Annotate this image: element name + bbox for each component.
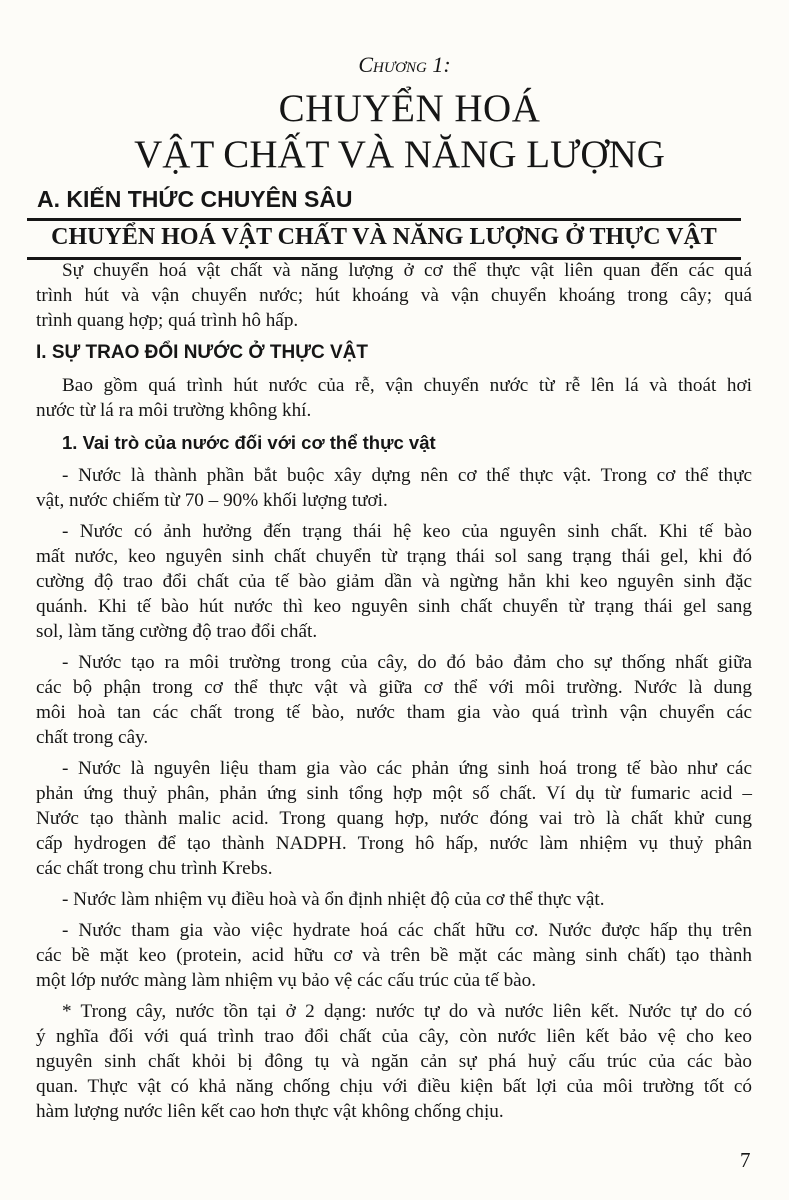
paragraph — [36, 463, 752, 513]
paragraph — [36, 999, 752, 1124]
section-heading: A. KIẾN THỨC CHUYÊN SÂU — [37, 186, 353, 212]
text-line: một lớp nước màng làm nhiệm vụ bảo vệ các cấu trúc của tế bào. — [36, 970, 537, 991]
text-line: sol, làm tăng cường độ trao đổi chất. — [36, 621, 318, 642]
text-line: cấp hydrogen để tạo thành NADPH. Trong hô hấp, nước làm nhiệm vụ thuỷ phân — [36, 833, 752, 854]
text-line: - Nước tạo ra môi trường trong của cây, do đó bảo đảm cho sự thống nhất giữa — [62, 652, 752, 673]
text-line: - Nước là nguyên liệu tham gia vào các phản ứng sinh hoá trong tế bào như các — [62, 758, 752, 779]
text-line: môi hoà tan các chất trong tế bào, nước tham gia vào quá trình vận chuyển các — [36, 702, 752, 723]
text-line: ý nghĩa đối với quá trình trao đổi chất của cây, còn nước liên kết bảo vệ cho keo — [36, 1026, 752, 1047]
text-line: - Nước tham gia vào việc hydrate hoá các chất hữu cơ. Nước được hấp thụ trên — [62, 920, 752, 941]
text-line: - Nước làm nhiệm vụ điều hoà và ổn định nhiệt độ của cơ thể thực vật. — [62, 889, 605, 910]
text-line: trình quang hợp; quá trình hô hấp. — [36, 310, 299, 331]
paragraph — [36, 887, 752, 912]
text-line: phản ứng thuỷ phân, phản ứng sinh tổng hợp một số chất. Ví dụ từ fumaric acid – — [36, 783, 752, 804]
text-line: - Nước có ảnh hưởng đến trạng thái hệ keo của nguyên sinh chất. Khi tế bào — [62, 521, 752, 542]
text-line: các bộ phận trong cơ thể thực vật và giữa cơ thể với môi trường. Nước là dung — [36, 677, 752, 698]
text-line: hàm lượng nước liên kết cao hơn thực vật không chống chịu. — [36, 1101, 504, 1122]
text-line: Sự chuyển hoá vật chất và năng lượng ở cơ thể thực vật liên quan đến các quá — [62, 260, 752, 281]
text-line: quan. Thực vật có khả năng chống chịu với điều kiện bất lợi của môi trường tốt có — [36, 1076, 752, 1097]
sub-subsection-heading: 1. Vai trò của nước đối với cơ thể thực vật — [62, 432, 436, 453]
paragraph — [36, 650, 752, 750]
chapter-title-line-1: CHUYỂN HOÁ — [278, 87, 541, 130]
text-line: trình hút và vận chuyển nước; hút khoáng và vận chuyển khoáng trong cây; quá — [36, 285, 752, 306]
body-text — [36, 258, 752, 1124]
text-line: quánh. Khi tế bào hút nước thì keo nguyên sinh chất chuyển từ trạng thái gel sang — [36, 596, 752, 617]
paragraph — [36, 756, 752, 881]
text-line: - Nước là thành phần bắt buộc xây dựng nên cơ thể thực vật. Trong cơ thể thực — [62, 465, 752, 486]
text-line: các chất trong chu trình Krebs. — [36, 858, 273, 879]
chapter-label: Chương 1: — [358, 52, 451, 77]
text-line: nước từ lá ra môi trường không khí. — [36, 400, 312, 421]
paragraph — [36, 258, 752, 333]
text-line: cường độ trao đổi chất của tế bào giảm dần và ngừng hẳn khi keo nguyên sinh đặc — [36, 571, 752, 592]
page-number: 7 — [740, 1148, 751, 1172]
text-line: Nước tạo thành malic acid. Trong quang hợp, nước đóng vai trò là chất khử cung — [36, 808, 752, 829]
text-line: mất nước, keo nguyên sinh chất chuyển từ trạng thái sol sang trạng thái gel, khi đó — [36, 546, 752, 567]
text-line: Bao gồm quá trình hút nước của rễ, vận chuyển nước từ rễ lên lá và thoát hơi — [62, 375, 752, 396]
divider — [27, 218, 741, 221]
paragraph — [36, 918, 752, 993]
topic-heading: CHUYỂN HOÁ VẬT CHẤT VÀ NĂNG LƯỢNG Ở THỰC VẬT — [51, 224, 717, 250]
subsection-heading: I. SỰ TRAO ĐỔI NƯỚC Ở THỰC VẬT — [36, 342, 368, 363]
text-line: chất trong cây. — [36, 727, 149, 748]
text-line: vật, nước chiếm từ 70 – 90% khối lượng tươi. — [36, 490, 388, 511]
text-line: các bề mặt keo (protein, acid hữu cơ và trên bề mặt các màng sinh chất) tạo thành — [36, 945, 752, 966]
chapter-title-line-2: VẬT CHẤT VÀ NĂNG LƯỢNG — [134, 133, 665, 176]
text-line: * Trong cây, nước tồn tại ở 2 dạng: nước tự do và nước liên kết. Nước tự do có — [62, 1001, 752, 1022]
text-line: nguyên sinh chất khỏi bị đông tụ và ngăn cản sự phá huỷ cấu trúc của các bào — [36, 1051, 752, 1072]
paragraph — [36, 519, 752, 644]
paragraph — [36, 373, 752, 423]
